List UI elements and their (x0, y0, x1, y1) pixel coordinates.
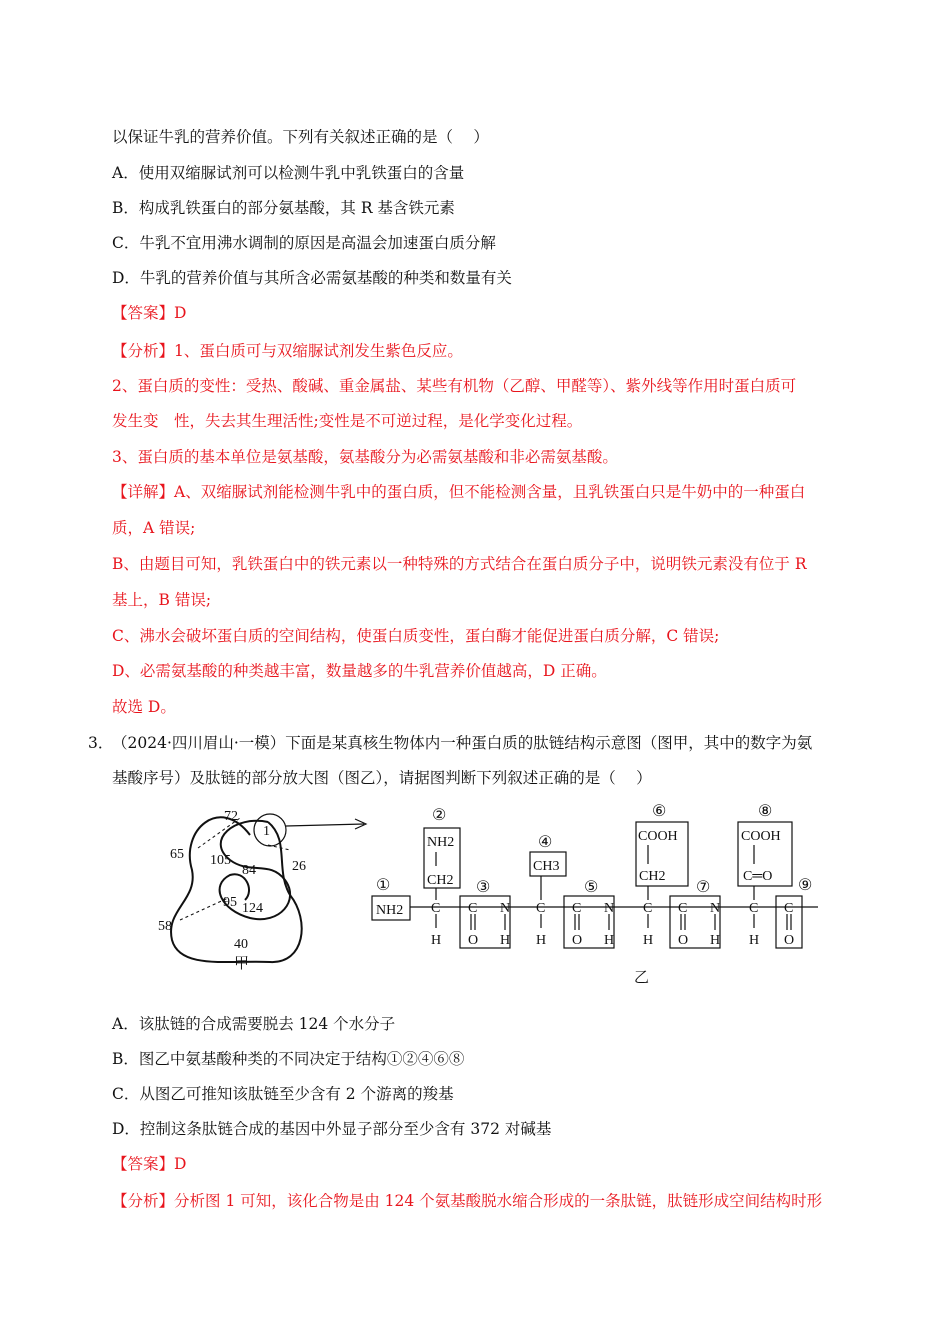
atom-n-2: N (604, 901, 615, 916)
atom-c-alpha-2: C (536, 901, 546, 916)
jia-labels (158, 809, 306, 972)
atom-n-3: N (710, 901, 721, 916)
atom-h-n2: H (604, 933, 615, 948)
label-84: 84 (242, 863, 256, 878)
label-26: 26 (292, 859, 306, 874)
atom-c-alpha-4: C (749, 901, 759, 916)
q3-answer (112, 1153, 186, 1175)
yi-atoms (376, 803, 812, 986)
q2-option-d: D．牛乳的营养价值与其所含必需氨基酸的种类和数量有关 (112, 269, 512, 287)
bond-58-95 (180, 898, 228, 920)
atom-h-n3: H (710, 933, 721, 948)
num-1: ① (376, 877, 391, 894)
q3-option-d: D．控制这条肽链合成的基因中外显子部分至少含有 372 对碱基 (112, 1120, 552, 1138)
q3-option-a: A．该肽链的合成需要脱去 124 个水分子 (112, 1015, 396, 1033)
q2-option-a: A．使用双缩脲试剂可以检测牛乳中乳铁蛋白的含量 (112, 164, 465, 182)
answer-value: D (174, 304, 187, 322)
atom-c-carbonyl-1: C (468, 901, 478, 916)
q3-stem-2: 基酸序号）及肽链的部分放大图（图乙），请据图判断下列叙述正确的是（ ） (112, 769, 652, 787)
q3-analysis: 【分析】分析图 1 可知，该化合物是由 124 个氨基酸脱水缩合形成的一条肽链，肽链形成空间结构时形 (112, 1192, 823, 1210)
atom-o-1: O (468, 933, 479, 948)
caption-jia: 甲 (234, 956, 250, 972)
group-nh2-side: NH2 (427, 835, 455, 850)
label-72: 72 (224, 809, 238, 824)
residue-1-circle (254, 814, 286, 846)
atom-h-2: H (536, 933, 547, 948)
q2-detail-7: 故选 D。 (112, 698, 176, 716)
q2-analysis-3: 发生变 性，失去其生理活性;变性是不可逆过程，是化学变化过程。 (112, 412, 583, 430)
num-8: ⑧ (758, 803, 773, 820)
group-ch3: CH3 (533, 859, 560, 874)
caption-yi: 乙 (634, 970, 650, 986)
label-105: 105 (210, 853, 231, 868)
analysis-tag: 【分析】 (112, 342, 175, 360)
atom-c-carbonyl-3: C (678, 901, 688, 916)
zoom-arrow (286, 824, 364, 826)
group-ch2-a: CH2 (427, 873, 454, 888)
num-7: ⑦ (696, 879, 711, 896)
answer-tag: 【答案】 (112, 1155, 175, 1173)
atom-h-1: H (431, 933, 442, 948)
q3-stem-1: （2024·四川眉山·一模）下面是某真核生物体内一种蛋白质的肽链结构示意图（图甲，其中的数字为氨 (112, 734, 813, 752)
q2-analysis-1: 【分析】1、蛋白质可与双缩脲试剂发生紫色反应。 (112, 342, 463, 360)
atom-c-carbonyl-4: C (784, 901, 794, 916)
q2-detail-4: 基上，B 错误; (112, 591, 212, 609)
group-ch2-b: CH2 (639, 869, 666, 884)
atom-h-n1: H (500, 933, 511, 948)
label-58: 58 (158, 919, 172, 934)
group-co-double: C═O (743, 869, 773, 884)
atom-o-3: O (678, 933, 689, 948)
label-95: 95 (223, 895, 237, 910)
q3-figure (150, 800, 830, 990)
num-5: ⑤ (584, 879, 599, 896)
atom-n-1: N (500, 901, 511, 916)
group-nh2-terminal: NH2 (376, 903, 404, 918)
detail-tag: 【详解】 (112, 483, 175, 501)
atom-h-3: H (643, 933, 654, 948)
atom-o-4: O (784, 933, 795, 948)
atom-h-4: H (749, 933, 760, 948)
analysis-tag: 【分析】 (112, 1192, 175, 1210)
q2-analysis-2: 2、蛋白质的变性：受热、酸碱、重金属盐、某些有机物（乙醇、甲醛等）、紫外线等作用时蛋白质可 (112, 377, 797, 395)
q2-answer (112, 302, 186, 324)
num-3: ③ (476, 879, 491, 896)
num-9: ⑨ (798, 877, 813, 894)
q2-detail-5: C、沸水会破坏蛋白质的空间结构，使蛋白质变性，蛋白酶才能促进蛋白质分解，C 错误; (112, 627, 720, 645)
num-4: ④ (538, 834, 553, 851)
atom-c-carbonyl-2: C (572, 901, 582, 916)
q3-option-b: B．图乙中氨基酸种类的不同决定于结构①②④⑥⑧ (112, 1050, 465, 1068)
group-cooh-b: COOH (741, 829, 781, 844)
q2-detail-6: D、必需氨基酸的种类越丰富，数量越多的牛乳营养价值越高，D 正确。 (112, 662, 607, 680)
q2-option-b: B．构成乳铁蛋白的部分氨基酸，其 R 基含铁元素 (112, 199, 455, 217)
num-2: ② (432, 807, 447, 824)
answer-value: D (174, 1155, 187, 1173)
q3-option-c: C．从图乙可推知该肽链至少含有 2 个游离的羧基 (112, 1085, 454, 1103)
atom-o-2: O (572, 933, 583, 948)
num-6: ⑥ (652, 803, 667, 820)
q2-detail-2: 质，A 错误; (112, 519, 196, 537)
q2-detail-3: B、由题目可知，乳铁蛋白中的铁元素以一种特殊的方式结合在蛋白质分子中，说明铁元素没有位于 R (112, 555, 807, 573)
label-40: 40 (234, 937, 248, 952)
q2-stem-tail: 以保证牛乳的营养价值。下列有关叙述正确的是（ ） (112, 128, 489, 146)
label-65: 65 (170, 847, 184, 862)
q3-number: 3． (88, 734, 114, 752)
answer-tag: 【答案】 (112, 304, 175, 322)
atom-c-alpha-1: C (431, 901, 441, 916)
q2-detail-1: 【详解】A、双缩脲试剂能检测牛乳中的蛋白质，但不能检测含量，且乳铁蛋白只是牛奶中的一种蛋白 (112, 483, 806, 501)
q2-analysis-4: 3、蛋白质的基本单位是氨基酸，氨基酸分为必需氨基酸和非必需氨基酸。 (112, 448, 618, 466)
label-124: 124 (242, 901, 263, 916)
q2-option-c: C．牛乳不宜用沸水调制的原因是高温会加速蛋白质分解 (112, 234, 496, 252)
atom-c-alpha-3: C (643, 901, 653, 916)
group-cooh-a: COOH (638, 829, 678, 844)
label-1: 1 (263, 824, 270, 839)
